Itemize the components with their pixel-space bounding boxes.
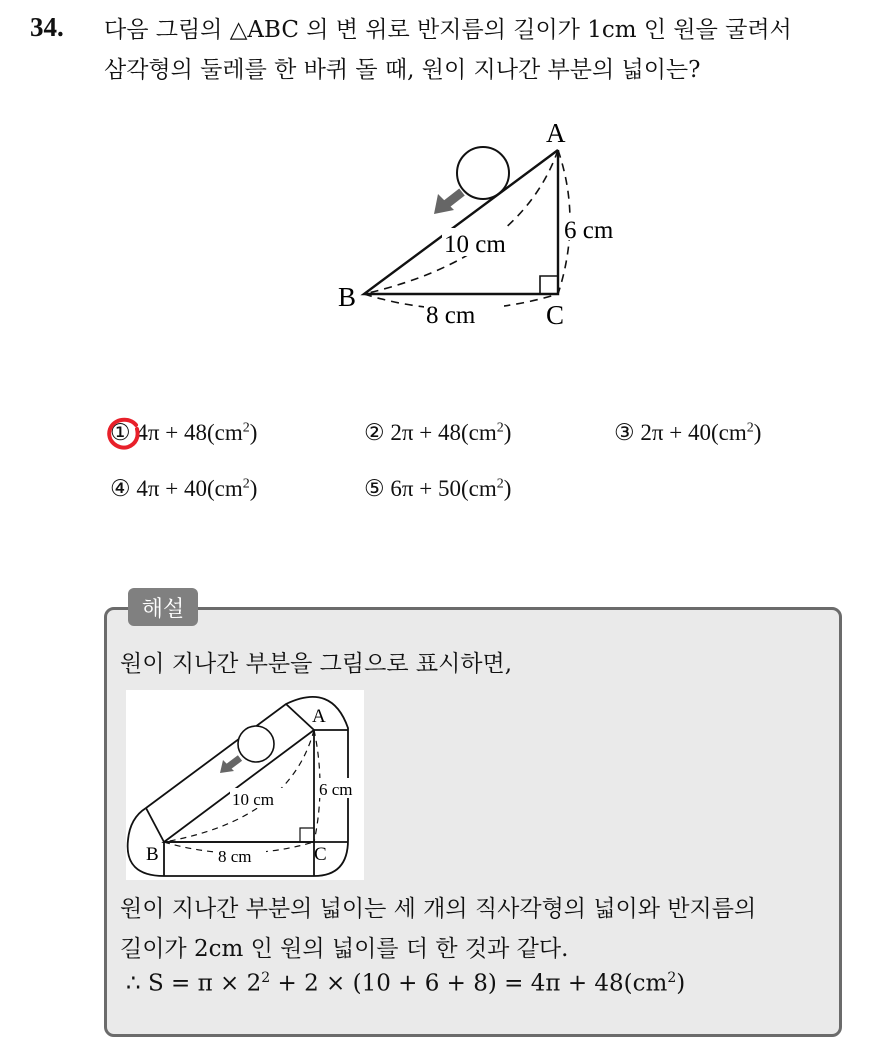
explanation-body-2: 길이가 2cm 인 원의 넓이를 더 한 것과 같다. — [120, 936, 569, 962]
choice-4-close: ) — [249, 476, 258, 501]
choice-3-num: ③ — [614, 420, 635, 445]
answer-mark-icon — [106, 417, 142, 451]
exp-label-hyp: 10 cm — [232, 790, 275, 809]
explanation-formula — [126, 970, 685, 997]
vertex-b: B — [338, 282, 357, 312]
choice-5-close: ) — [503, 476, 512, 501]
question-line-2: 삼각형의 둘레를 한 바퀴 돌 때, 원이 지나간 부분의 넓이는? — [104, 57, 701, 83]
choice-4-sup: 2 — [242, 476, 250, 492]
explanation-figure — [126, 690, 364, 880]
choice-4-num: ④ — [110, 476, 131, 501]
choice-1-expr: 4π + 48(cm — [136, 420, 243, 445]
choice-1-sup: 2 — [242, 420, 250, 436]
label-hyp: 10 cm — [444, 231, 506, 258]
choice-1[interactable] — [110, 420, 257, 446]
choice-3-close: ) — [753, 420, 762, 445]
explanation-intro: 원이 지나간 부분을 그림으로 표시하면, — [120, 651, 513, 677]
choice-1-num: ① — [110, 420, 131, 445]
choice-4-expr: 4π + 40(cm — [136, 476, 243, 501]
formula-sup-1: 2 — [261, 970, 271, 986]
vertex-c: C — [546, 300, 565, 330]
exp-vertex-b: B — [146, 844, 159, 865]
formula-main: ∴ S = π × 2 — [126, 970, 262, 997]
label-base: 8 cm — [426, 302, 476, 329]
question-number: 34. — [30, 12, 64, 42]
right-angle-mark — [540, 276, 558, 294]
choice-5[interactable] — [364, 476, 511, 502]
choice-2-expr: 2π + 48(cm — [390, 420, 497, 445]
choice-3-sup: 2 — [746, 420, 754, 436]
question-text — [104, 10, 874, 90]
choice-5-num: ⑤ — [364, 476, 385, 501]
choice-2-sup: 2 — [496, 420, 504, 436]
formula-sup-2: 2 — [667, 970, 677, 986]
explanation-tab: 해설 — [128, 588, 198, 626]
label-vert: 6 cm — [564, 217, 614, 244]
exp-rolling-circle — [238, 726, 274, 762]
explanation-body-1: 원이 지나간 부분의 넓이는 세 개의 직사각형의 넓이와 반지름의 — [120, 896, 757, 922]
choice-5-expr: 6π + 50(cm — [390, 476, 497, 501]
choice-2[interactable] — [364, 420, 511, 446]
exp-label-vert: 6 cm — [319, 780, 353, 799]
choice-3-expr: 2π + 40(cm — [640, 420, 747, 445]
formula-mid: + 2 × (10 + 6 + 8) = 4π + 48(cm — [270, 970, 668, 997]
exp-vertex-a: A — [312, 706, 326, 727]
arrow-icon — [434, 192, 462, 214]
vertex-a: A — [546, 118, 566, 148]
choice-1-close: ) — [249, 420, 258, 445]
triangle-figure — [320, 110, 640, 335]
exp-vertex-c: C — [314, 844, 327, 865]
exp-label-base: 8 cm — [218, 847, 252, 866]
choice-2-num: ② — [364, 420, 385, 445]
choice-2-close: ) — [503, 420, 512, 445]
choice-5-sup: 2 — [496, 476, 504, 492]
choice-3[interactable] — [614, 420, 761, 446]
question-line-1: 다음 그림의 △ABC 의 변 위로 반지름의 길이가 1cm 인 원을 굴려서 — [104, 17, 792, 43]
formula-end: ) — [676, 970, 686, 997]
choice-4[interactable] — [110, 476, 257, 502]
